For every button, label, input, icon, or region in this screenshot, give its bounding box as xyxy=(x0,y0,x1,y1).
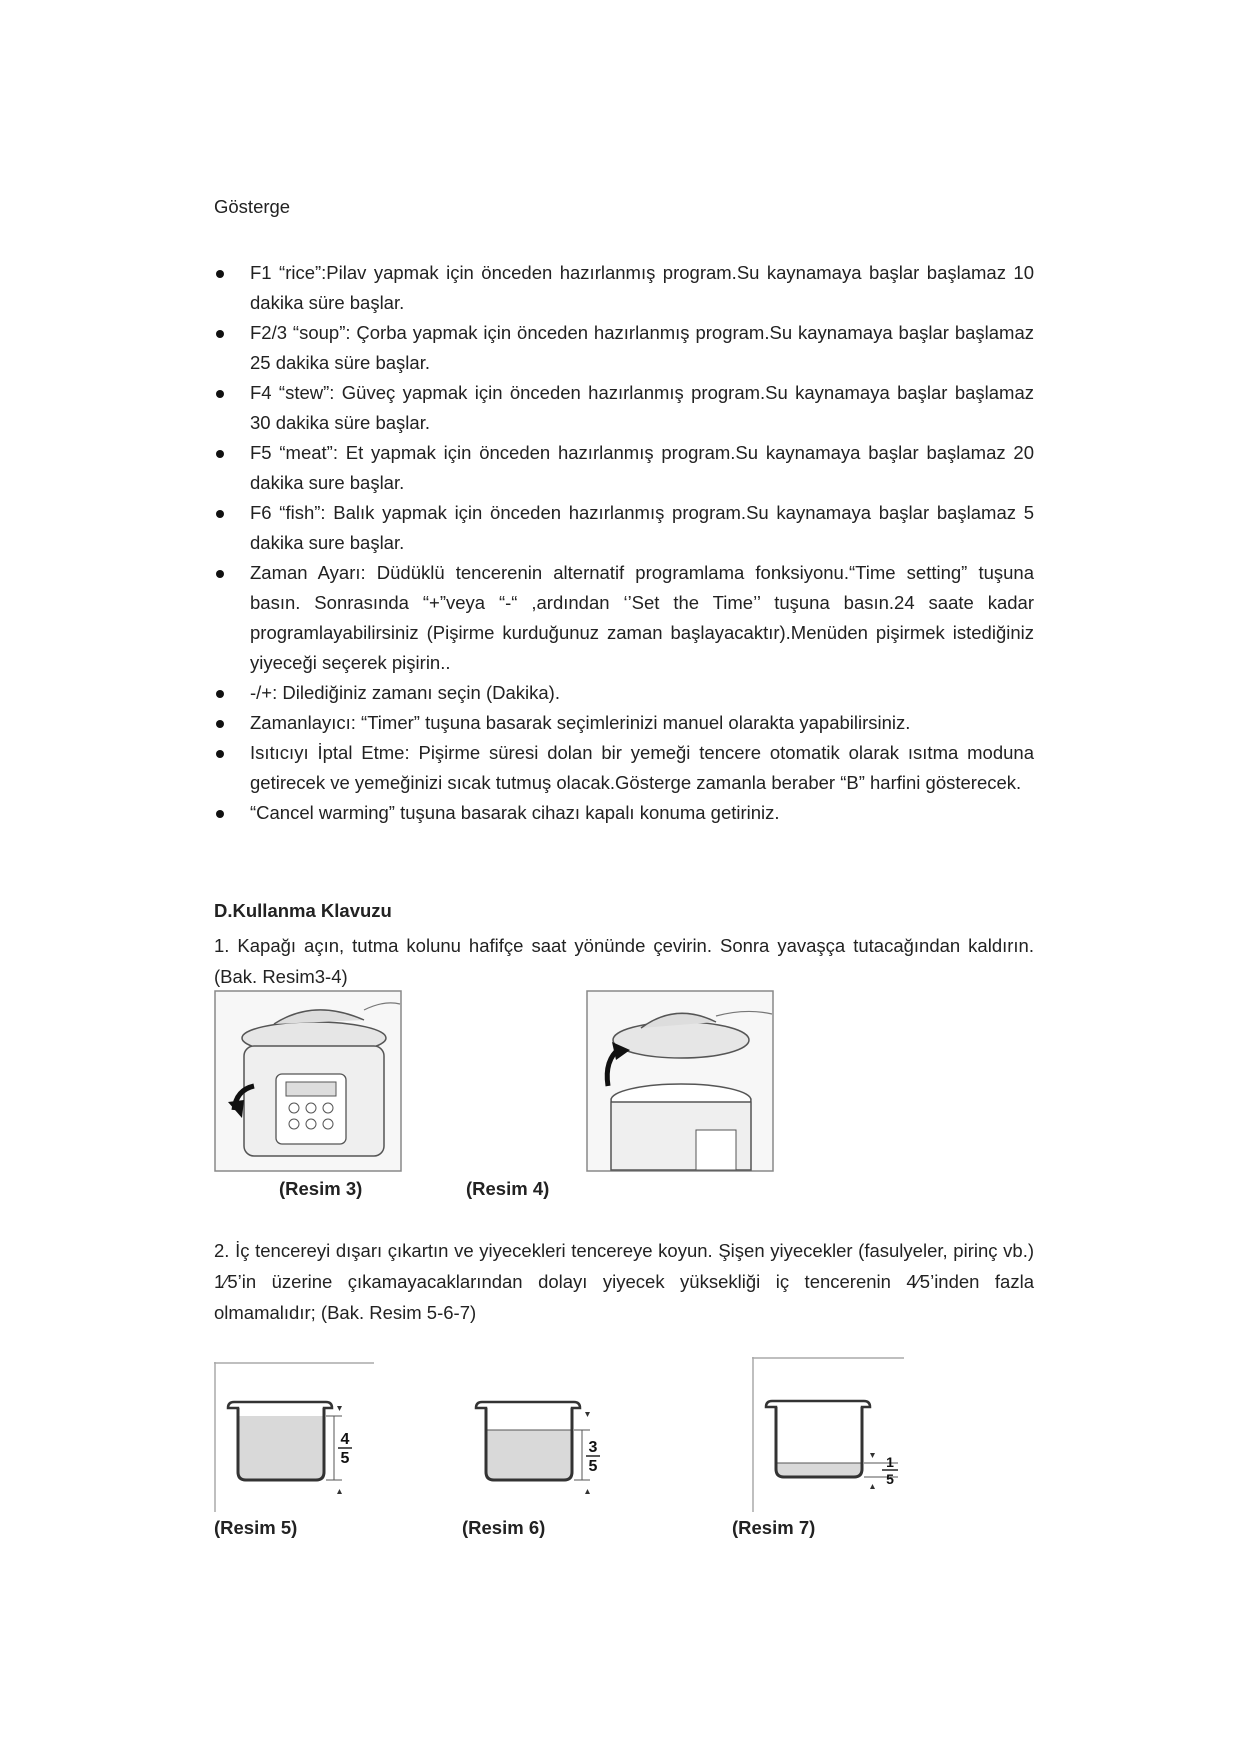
list-item: F4 “stew”: Güveç yapmak için önceden hazırlanmış program.Su kaynamaya başlar başlamaz 30 dakika süre başlar. xyxy=(214,378,1034,438)
caption-resim-3: (Resim 3) xyxy=(279,1178,363,1199)
list-item: F6 “fish”: Balık yapmak için önceden hazırlanmış program.Su kaynamaya başlar başlamaz 5 dakika sure başlar. xyxy=(214,498,1034,558)
indicator-list xyxy=(214,258,1034,828)
fraction-numerator: 4 xyxy=(340,1431,350,1448)
caption-resim-7: (Resim 7) xyxy=(732,1517,816,1538)
list-item: F2/3 “soup”: Çorba yapmak için önceden hazırlanmış program.Su kaynamaya başlar başlamaz 25 dakika süre başlar. xyxy=(214,318,1034,378)
figure-resim-3 xyxy=(214,990,402,1172)
figure-resim-6 xyxy=(462,1362,622,1512)
usage-guide-title: D.Kullanma Klavuzu xyxy=(214,900,392,921)
list-item: Zamanlayıcı: “Timer” tuşuna basarak seçimlerinizi manuel olarakta yapabilirsiniz. xyxy=(214,708,1034,738)
caption-resim-6: (Resim 6) xyxy=(462,1517,546,1538)
fraction-denominator: 5 xyxy=(588,1458,598,1475)
list-item: Zaman Ayarı: Düdüklü tencerenin alternatif programlama fonksiyonu.“Time setting” tuşuna basın. Sonrasında “+”veya “-“ ,ardından ‘’Set the Time’’ tuşuna basın.24 saate kadar programlayabilirsiniz (Pişirme kurduğunuz zaman başlayacaktır).Menüden pişirmek istediğiniz yiyeceği seçerek pişirin.. xyxy=(214,558,1034,678)
list-item: F5 “meat”: Et yapmak için önceden hazırlanmış program.Su kaynamaya başlar başlamaz 20 dakika sure başlar. xyxy=(214,438,1034,498)
fraction-numerator: 1 xyxy=(886,1454,894,1470)
list-item: -/+: Dilediğiniz zamanı seçin (Dakika). xyxy=(214,678,1034,708)
list-item: F1 “rice”:Pilav yapmak için önceden hazırlanmış program.Su kaynamaya başlar başlamaz 10 dakika süre başlar. xyxy=(214,258,1034,318)
caption-resim-5: (Resim 5) xyxy=(214,1517,298,1538)
fraction-numerator: 3 xyxy=(588,1439,598,1456)
step-1-text: 1. Kapağı açın, tutma kolunu hafifçe saat yönünde çevirin. Sonra yavaşça tutacağından kaldırın. (Bak. Resim3-4) xyxy=(214,935,1034,987)
figure-resim-4 xyxy=(586,990,774,1172)
list-item: “Cancel warming” tuşuna basarak cihazı kapalı konuma getiriniz. xyxy=(214,798,1034,828)
step-2-text: 2. İç tencereyi dışarı çıkartın ve yiyecekleri tencereye koyun. Şişen yiyecekler (fasulyeler, pirinç vb.) 1⁄5’in üzerine çıkamayacaklarından dolayı yiyecek yüksekliği iç tencerenin 4⁄5’inden fazla olmamalıdır; (Bak. Resim 5-6-7) xyxy=(214,1240,1034,1323)
section-heading: Gösterge xyxy=(214,196,291,217)
caption-resim-4: (Resim 4) xyxy=(466,1178,550,1199)
fraction-denominator: 5 xyxy=(340,1450,350,1467)
figure-resim-7 xyxy=(752,1357,912,1512)
fraction-denominator: 5 xyxy=(886,1471,894,1487)
figure-resim-5 xyxy=(214,1362,374,1512)
list-item: Isıtıcıyı İptal Etme: Pişirme süresi dolan bir yemeği tencere otomatik olarak ısıtma moduna getirecek ve yemeğinizi sıcak tutmuş olacak.Gösterge zamanla beraber “B” harfini gösterecek. xyxy=(214,738,1034,798)
